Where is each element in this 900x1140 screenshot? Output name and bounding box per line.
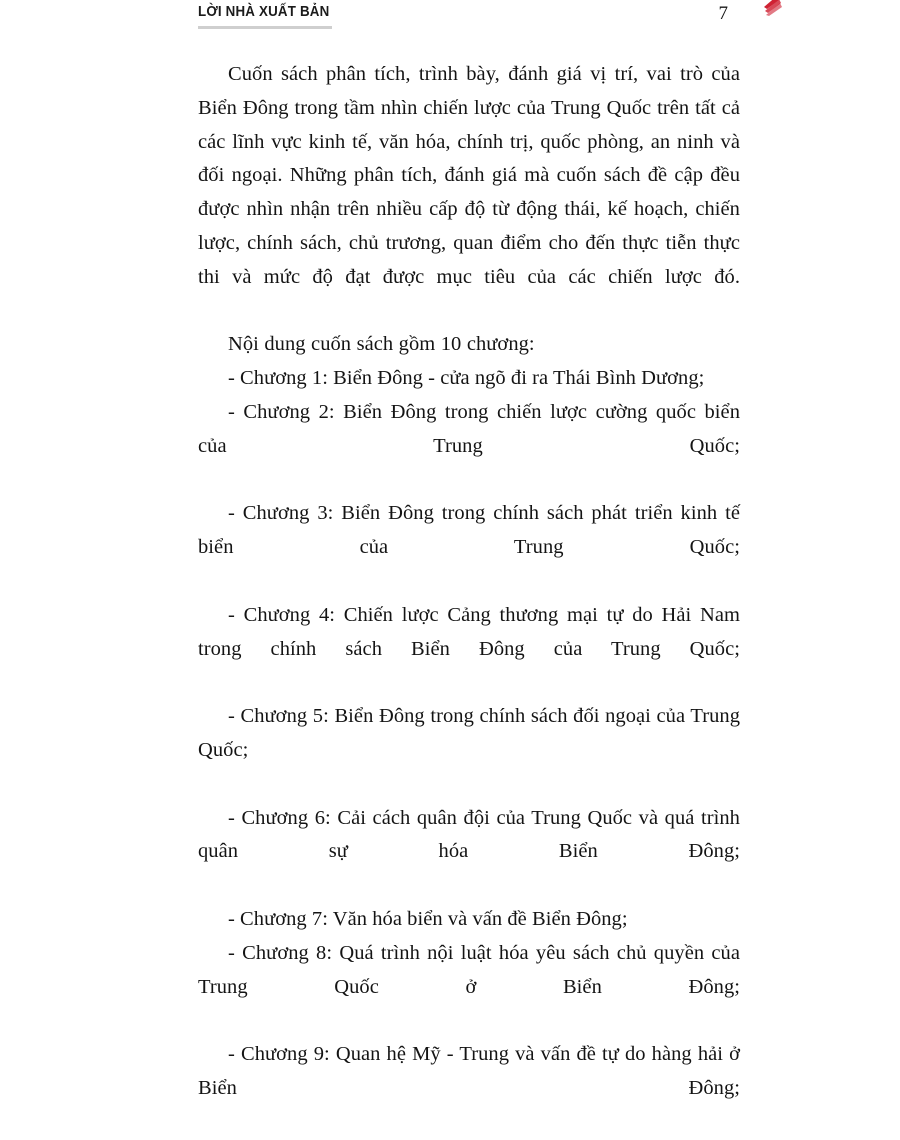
chapter-list-item: - Chương 3: Biển Đông trong chính sách phát triển kinh tế biển của Trung Quốc; [198,502,740,559]
chapter-list-item: - Chương 5: Biển Đông trong chính sách đối ngoại của Trung Quốc; [198,705,740,761]
page-number: 7 [718,3,728,24]
text-column [198,58,740,1140]
chapter-list-item: - Chương 8: Quá trình nội luật hóa yêu sách chủ quyền của Trung Quốc ở Biển Đông; [198,941,740,998]
chapter-list-item: - Chương 4: Chiến lược Cảng thương mại tự do Hải Nam trong chính sách Biển Đông của Trung Quốc; [198,603,740,660]
chapter-list-item: - Chương 7: Văn hóa biển và vấn đề Biển Đông; [228,907,628,930]
running-head-title: LỜI NHÀ XUẤT BẢN [198,4,330,20]
chapter-list-item: - Chương 6: Cải cách quân đội của Trung Quốc và quá trình quân sự hóa Biển Đông; [198,806,740,863]
paragraph-intro: Cuốn sách phân tích, trình bày, đánh giá vị trí, vai trò của Biển Đông trong tầm nhìn chiến lược của Trung Quốc trên tất cả các lĩnh vực kinh tế, văn hóa, chính trị, quốc phòng, an ninh và đối ngoại. Những phân tích, đánh giá mà cuốn sách đề cập đều được nhìn nhận trên nhiều cấp độ từ động thái, kế hoạch, chiến lược, chính sách, chủ trương, quan điểm cho đến thực tiễn thực thi và mức độ đạt được mục tiêu của các chiến lược đó. [198,63,740,288]
running-head-rule [198,26,332,29]
chapter-list-item: - Chương 2: Biển Đông trong chiến lược cường quốc biển của Trung Quốc; [198,400,740,457]
running-head [198,4,740,30]
chapter-list-item: - Chương 1: Biển Đông - cửa ngõ đi ra Thái Bình Dương; [228,367,705,390]
corner-ribbon-icon [762,0,788,18]
paragraph-contents-lead: Nội dung cuốn sách gồm 10 chương: [228,333,535,356]
chapter-list-item: - Chương 9: Quan hệ Mỹ - Trung và vấn đề tự do hàng hải ở Biển Đông; [198,1043,740,1099]
